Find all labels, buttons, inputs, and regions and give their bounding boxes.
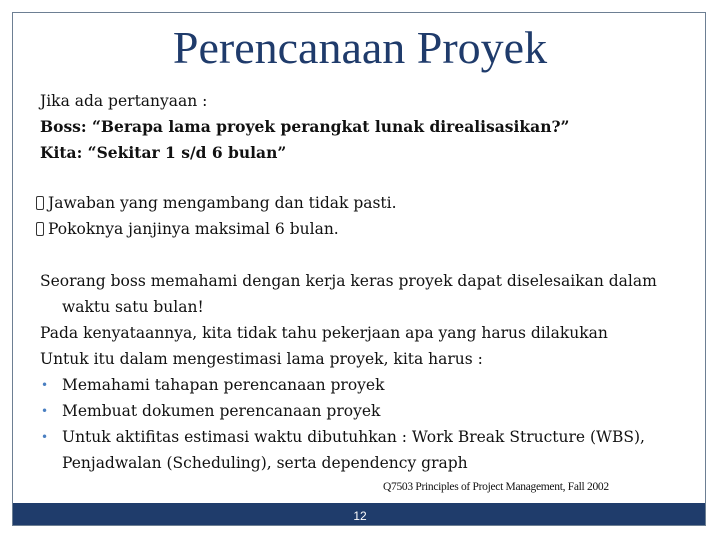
missing-glyph-icon xyxy=(36,196,44,210)
note-text: Pokoknya janjinya maksimal 6 bulan. xyxy=(48,220,339,238)
paragraph-line: Seorang boss memahami dengan kerja keras proyek dapat diselesaikan dalam xyxy=(40,272,657,290)
bullet-line: Memahami tahapan perencanaan proyek xyxy=(62,376,385,394)
missing-glyph-icon xyxy=(36,222,44,236)
question-block xyxy=(40,88,700,166)
intro-line: Jika ada pertanyaan : xyxy=(40,92,208,110)
note-item xyxy=(40,190,700,216)
bullet-line: Penjadwalan (Scheduling), serta dependency graph xyxy=(62,454,468,472)
bullet-icon: • xyxy=(41,378,49,392)
bullet-icon: • xyxy=(41,430,49,444)
slide-title: Perencanaan Proyek xyxy=(172,22,548,73)
note-text: Jawaban yang mengambang dan tidak pasti. xyxy=(48,194,397,212)
bullet-item xyxy=(40,424,700,476)
bullet-text xyxy=(62,372,700,398)
bullet-item xyxy=(40,398,700,424)
notes-block xyxy=(40,190,700,242)
bullet-item xyxy=(40,372,700,398)
bullet-line: Membuat dokumen perencanaan proyek xyxy=(62,402,381,420)
bullet-text xyxy=(62,398,700,424)
kita-line: Kita: “Sekitar 1 s/d 6 bulan” xyxy=(40,143,287,162)
footer-course-note: Q7503 Principles of Project Management, Fall 2002 xyxy=(383,481,609,493)
note-item xyxy=(40,216,700,242)
body-block xyxy=(40,268,700,476)
bullet-text xyxy=(62,424,700,476)
boss-line: Boss: “Berapa lama proyek perangkat lunak direalisasikan?” xyxy=(40,117,570,136)
bullet-icon: • xyxy=(41,404,49,418)
bullet-line: Untuk aktifitas estimasi waktu dibutuhkan : Work Break Structure (WBS), xyxy=(62,428,645,446)
paragraph-line: waktu satu bulan! xyxy=(62,298,204,316)
paragraph-line: Untuk itu dalam mengestimasi lama proyek, kita harus : xyxy=(40,350,483,368)
paragraph-line: Pada kenyataannya, kita tidak tahu pekerjaan apa yang harus dilakukan xyxy=(40,324,608,342)
page-number: 12 xyxy=(353,509,367,523)
